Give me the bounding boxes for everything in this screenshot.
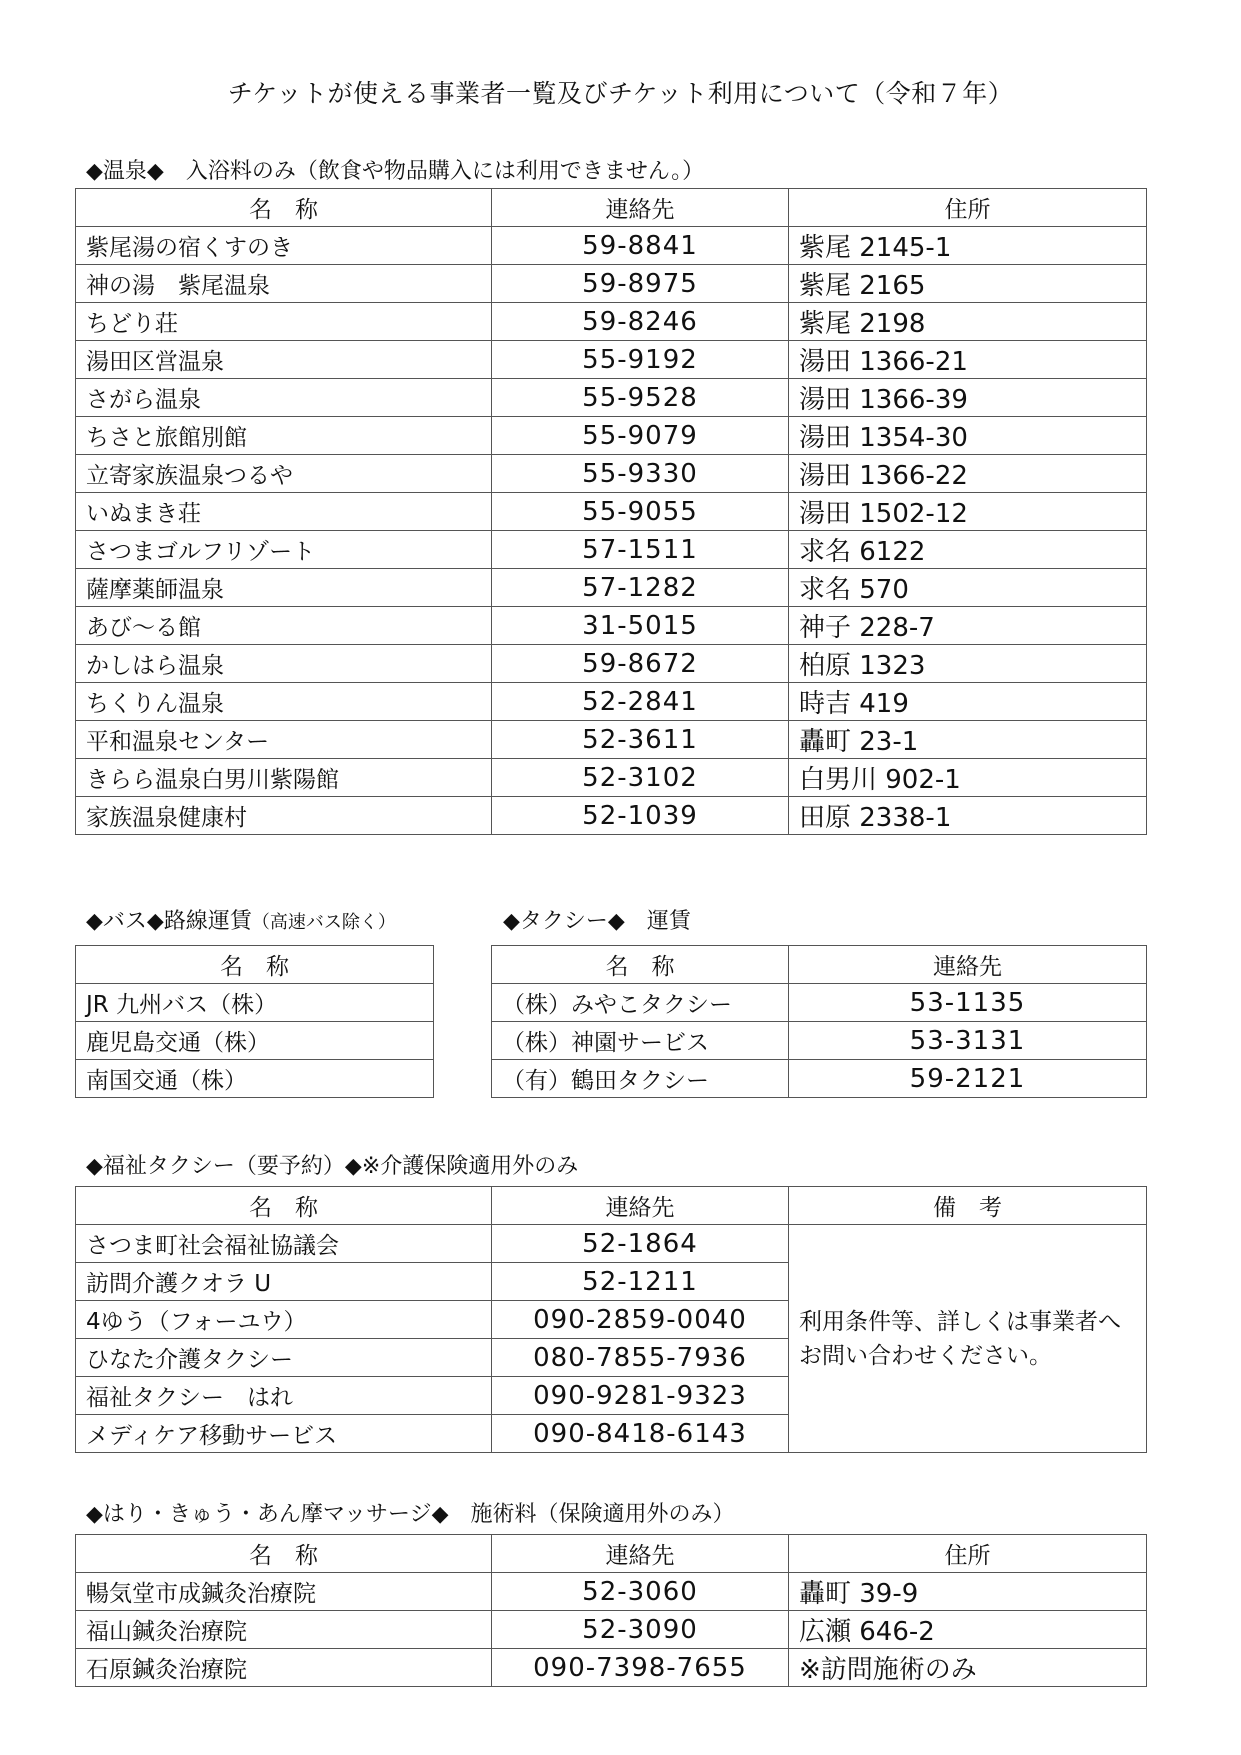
address-cell: 湯田 1366-22 — [789, 455, 1147, 493]
table-row — [76, 645, 1147, 683]
table-row — [76, 265, 1147, 303]
onsen-heading: ◆温泉◆ 入浴料のみ（飲食や物品購入には利用できません。） — [86, 159, 705, 184]
name-cell: 神の湯 紫尾温泉 — [76, 265, 492, 303]
taxi-header-row — [492, 946, 1147, 984]
name-cell: JR 九州バス（株） — [76, 984, 434, 1022]
name-cell: 湯田区営温泉 — [76, 341, 492, 379]
address-cell: 轟町 39-9 — [789, 1573, 1147, 1611]
header-remarks: 備 考 — [789, 1187, 1147, 1225]
name-cell: あび～る館 — [76, 607, 492, 645]
contact-cell: 57-1282 — [492, 569, 789, 607]
table-row — [76, 1611, 1147, 1649]
contact-cell: 090-9281-9323 — [492, 1377, 789, 1415]
welfare-heading: ◆福祉タクシー（要予約）◆※介護保険適用外のみ — [86, 1154, 579, 1179]
table-row — [492, 984, 1147, 1022]
contact-cell: 52-3090 — [492, 1611, 789, 1649]
name-cell: きらら温泉白男川紫陽館 — [76, 759, 492, 797]
contact-cell: 52-3102 — [492, 759, 789, 797]
contact-cell: 090-8418-6143 — [492, 1415, 789, 1453]
header-name: 名 称 — [76, 1187, 492, 1225]
header-contact: 連絡先 — [492, 189, 789, 227]
welfare-table — [75, 1186, 1147, 1453]
address-cell: 時吉 419 — [789, 683, 1147, 721]
header-contact: 連絡先 — [492, 1187, 789, 1225]
name-cell: かしはら温泉 — [76, 645, 492, 683]
header-contact: 連絡先 — [789, 946, 1147, 984]
name-cell: 紫尾湯の宿くすのき — [76, 227, 492, 265]
contact-cell: 55-9079 — [492, 417, 789, 455]
contact-cell: 59-8975 — [492, 265, 789, 303]
name-cell: 南国交通（株） — [76, 1060, 434, 1098]
table-row — [76, 569, 1147, 607]
name-cell: さつまゴルフリゾート — [76, 531, 492, 569]
table-row — [76, 1649, 1147, 1687]
contact-cell: 52-2841 — [492, 683, 789, 721]
contact-cell: 31-5015 — [492, 607, 789, 645]
contact-cell: 59-8841 — [492, 227, 789, 265]
table-row — [76, 493, 1147, 531]
onsen-table — [75, 188, 1147, 835]
name-cell: 石原鍼灸治療院 — [76, 1649, 492, 1687]
header-contact: 連絡先 — [492, 1535, 789, 1573]
remarks-note: 利用条件等、詳しくは事業者へお問い合わせください。 — [789, 1225, 1147, 1453]
name-cell: ひなた介護タクシー — [76, 1339, 492, 1377]
table-row — [76, 1060, 434, 1098]
name-cell: （株）神園サービス — [492, 1022, 789, 1060]
bus-header-row — [76, 946, 434, 984]
onsen-header-row — [76, 189, 1147, 227]
header-address: 住所 — [789, 1535, 1147, 1573]
contact-cell: 52-1211 — [492, 1263, 789, 1301]
contact-cell: 52-3060 — [492, 1573, 789, 1611]
name-cell: さつま町社会福祉協議会 — [76, 1225, 492, 1263]
contact-cell: 52-1039 — [492, 797, 789, 835]
page-title: チケットが使える事業者一覧及びチケット利用について（令和７年） — [227, 79, 1014, 108]
address-cell: 紫尾 2198 — [789, 303, 1147, 341]
header-address: 住所 — [789, 189, 1147, 227]
name-cell: 立寄家族温泉つるや — [76, 455, 492, 493]
address-cell: 轟町 23-1 — [789, 721, 1147, 759]
name-cell: 4ゆう（フォーユウ） — [76, 1301, 492, 1339]
contact-cell: 59-2121 — [789, 1060, 1147, 1098]
address-cell: 田原 2338-1 — [789, 797, 1147, 835]
address-cell: 柏原 1323 — [789, 645, 1147, 683]
table-row — [76, 984, 434, 1022]
contact-cell: 53-3131 — [789, 1022, 1147, 1060]
name-cell: （株）みやこタクシー — [492, 984, 789, 1022]
header-name: 名 称 — [76, 189, 492, 227]
bus-heading-note: （高速バス除く） — [251, 912, 396, 933]
table-row — [76, 531, 1147, 569]
address-cell: 湯田 1502-12 — [789, 493, 1147, 531]
address-cell: 紫尾 2165 — [789, 265, 1147, 303]
name-cell: 福山鍼灸治療院 — [76, 1611, 492, 1649]
table-row — [76, 227, 1147, 265]
massage-heading: ◆はり・きゅう・あん摩マッサージ◆ 施術料（保険適用外のみ） — [86, 1502, 735, 1527]
address-cell: 求名 570 — [789, 569, 1147, 607]
name-cell: 福祉タクシー はれ — [76, 1377, 492, 1415]
contact-cell: 53-1135 — [789, 984, 1147, 1022]
name-cell: 平和温泉センター — [76, 721, 492, 759]
address-cell: 湯田 1366-39 — [789, 379, 1147, 417]
taxi-table — [491, 945, 1147, 1098]
taxi-heading: ◆タクシー◆ 運賃 — [503, 909, 691, 934]
contact-cell: 090-2859-0040 — [492, 1301, 789, 1339]
name-cell: 薩摩薬師温泉 — [76, 569, 492, 607]
table-row — [76, 1225, 1147, 1263]
table-row — [76, 683, 1147, 721]
contact-cell: 55-9528 — [492, 379, 789, 417]
address-cell: 神子 228-7 — [789, 607, 1147, 645]
address-cell: 広瀬 646-2 — [789, 1611, 1147, 1649]
address-cell: 湯田 1354-30 — [789, 417, 1147, 455]
header-name: 名 称 — [76, 1535, 492, 1573]
bus-heading — [86, 904, 396, 935]
address-cell: 白男川 902-1 — [789, 759, 1147, 797]
table-row — [76, 455, 1147, 493]
table-row — [76, 797, 1147, 835]
contact-cell: 55-9192 — [492, 341, 789, 379]
contact-cell: 57-1511 — [492, 531, 789, 569]
name-cell: 鹿児島交通（株） — [76, 1022, 434, 1060]
address-cell: ※訪問施術のみ — [789, 1649, 1147, 1687]
table-row — [76, 721, 1147, 759]
contact-cell: 59-8246 — [492, 303, 789, 341]
table-row — [76, 341, 1147, 379]
header-name: 名 称 — [492, 946, 789, 984]
name-cell: メディケア移動サービス — [76, 1415, 492, 1453]
contact-cell: 55-9330 — [492, 455, 789, 493]
massage-table — [75, 1534, 1147, 1687]
name-cell: ちどり荘 — [76, 303, 492, 341]
header-name: 名 称 — [76, 946, 434, 984]
address-cell: 求名 6122 — [789, 531, 1147, 569]
contact-cell: 55-9055 — [492, 493, 789, 531]
contact-cell: 080-7855-7936 — [492, 1339, 789, 1377]
contact-cell: 52-3611 — [492, 721, 789, 759]
name-cell: （有）鶴田タクシー — [492, 1060, 789, 1098]
massage-header-row — [76, 1535, 1147, 1573]
table-row — [76, 1022, 434, 1060]
name-cell: 家族温泉健康村 — [76, 797, 492, 835]
table-row — [76, 1573, 1147, 1611]
bus-heading-main: ◆バス◆路線運賃 — [86, 909, 252, 934]
name-cell: さがら温泉 — [76, 379, 492, 417]
table-row — [492, 1060, 1147, 1098]
table-row — [76, 607, 1147, 645]
bus-table — [75, 945, 434, 1098]
name-cell: ちさと旅館別館 — [76, 417, 492, 455]
welfare-header-row — [76, 1187, 1147, 1225]
table-row — [76, 759, 1147, 797]
contact-cell: 52-1864 — [492, 1225, 789, 1263]
contact-cell: 59-8672 — [492, 645, 789, 683]
table-row — [76, 379, 1147, 417]
name-cell: ちくりん温泉 — [76, 683, 492, 721]
address-cell: 湯田 1366-21 — [789, 341, 1147, 379]
contact-cell: 090-7398-7655 — [492, 1649, 789, 1687]
name-cell: 訪問介護クオラ U — [76, 1263, 492, 1301]
address-cell: 紫尾 2145-1 — [789, 227, 1147, 265]
table-row — [492, 1022, 1147, 1060]
table-row — [76, 303, 1147, 341]
table-row — [76, 417, 1147, 455]
name-cell: 暢気堂市成鍼灸治療院 — [76, 1573, 492, 1611]
name-cell: いぬまき荘 — [76, 493, 492, 531]
